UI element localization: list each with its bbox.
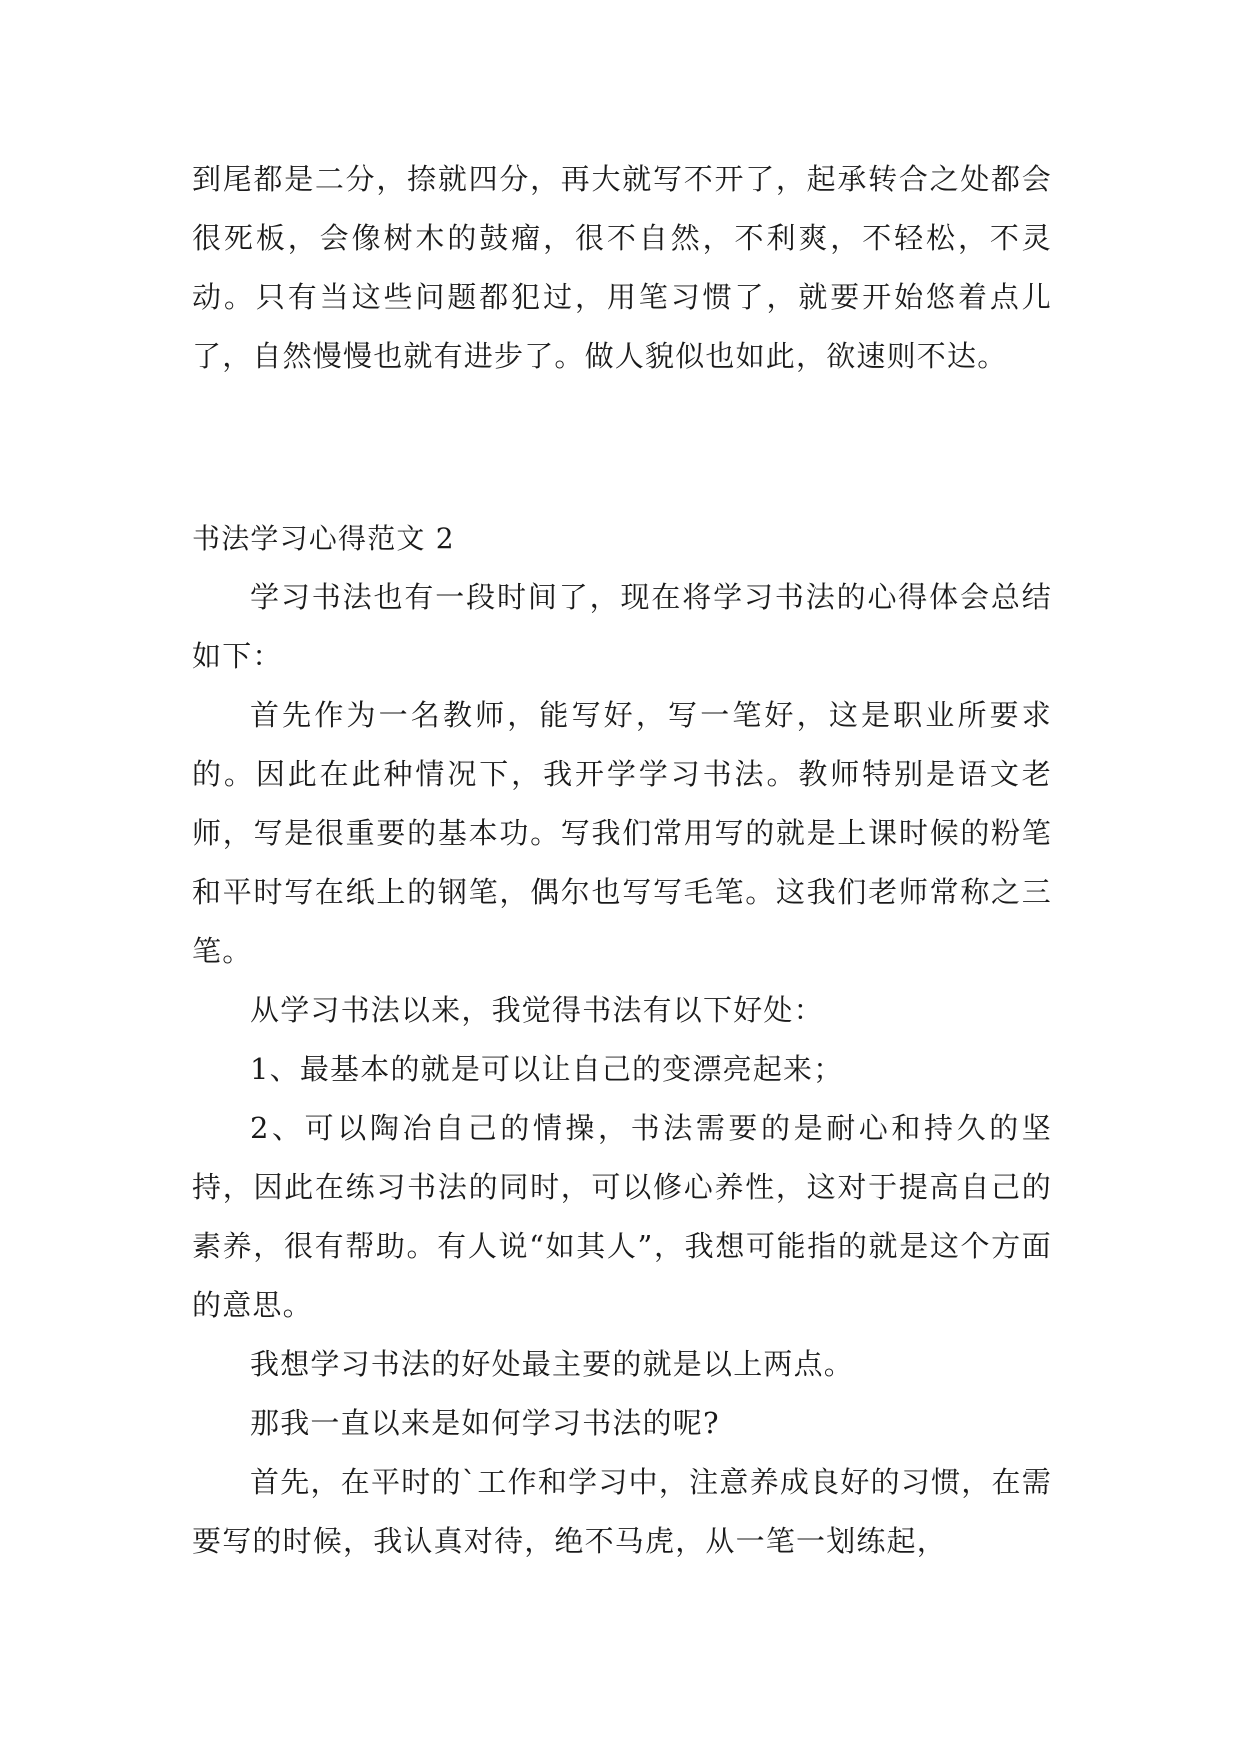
list-item: 2、可以陶冶自己的情操，书法需要的是耐心和持久的坚持，因此在练习书法的同时，可以修心养性，这对于提高自己的素养，很有帮助。有人说“如其人”，我想可能指的就是这个方面的意思。 bbox=[192, 1111, 1052, 1322]
continuation-paragraph: 到尾都是二分，捺就四分，再大就写不开了，起承转合之处都会很死板，会像树木的鼓瘤，很不自然，不利爽，不轻松，不灵动。只有当这些问题都犯过，用笔习惯了，就要开始悠着点儿了，自然慢慢也就有进步了。做人貌似也如此，欲速则不达。 bbox=[192, 162, 1052, 373]
section-title: 书法学习心得范文 2 bbox=[192, 522, 455, 555]
continuation-text-block bbox=[192, 150, 1052, 386]
body-paragraph: 首先作为一名教师，能写好，写一笔好，这是职业所要求的。因此在此种情况下，我开学学习书法。教师特别是语文老师，写是很重要的基本功。写我们常用写的就是上课时候的粉笔和平时写在纸上的钢笔，偶尔也写写毛笔。这我们老师常称之三笔。 bbox=[192, 698, 1052, 968]
body-paragraph: 首先，在平时的`工作和学习中，注意养成良好的习惯，在需要写的时候，我认真对待，绝不马虎，从一笔一划练起， bbox=[192, 1465, 1052, 1558]
body-paragraph: 从学习书法以来，我觉得书法有以下好处： bbox=[250, 993, 824, 1027]
list-item: 1、最基本的就是可以让自己的变漂亮起来； bbox=[250, 1052, 844, 1086]
body-paragraph: 我想学习书法的好处最主要的就是以上两点。 bbox=[250, 1347, 855, 1381]
body-paragraph: 那我一直以来是如何学习书法的呢? bbox=[250, 1406, 720, 1440]
body-text-block bbox=[192, 568, 1052, 1571]
body-paragraph: 学习书法也有一段时间了，现在将学习书法的心得体会总结如下： bbox=[192, 580, 1052, 673]
